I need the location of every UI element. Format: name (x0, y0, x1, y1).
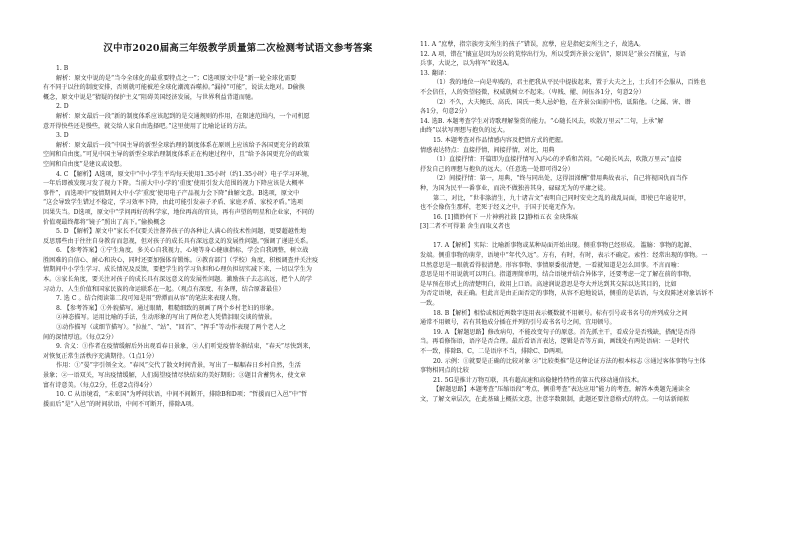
answer-line: 胜困难的自信心、耐心和决心，同时还要加强体育锻炼。②教育部门（学校）角度，积极调查并关注疫 (43, 256, 319, 264)
answer-line: ②神态描写。运用比喻的手法，生动形象的写出了两位老人凭借泪眼交谈的情景。 (56, 314, 277, 322)
answer-line: （2）不久，大夫鲍氏、高氏、国氏一类人忌妒他，在齐景公面前中伤，诋陷他。（之属、害、谮 (433, 98, 691, 106)
answer-line: “这会导致学生错过不稳定，学习效率下降，由此可能引发亲子矛盾、家庭矛盾、家校矛盾。”选项 (43, 199, 303, 207)
answer-line: 解析：原文最后一段“中国主导的新型全球治理的制度体系在原则上应该给予各国更充分的政策 (56, 141, 310, 149)
answer-line: 第二，对比，“世非涤清生，九十诸吉文”表明自己同时安史之乱的战乱局面，即使已年逾花甲， (433, 194, 690, 202)
answer-line: 抒发自己的理想与抱负的远大。（任意选一处即可得2分） (420, 165, 574, 173)
answer-line: 价值观最终都将“镜子”照出了高下。”偷换概念 (43, 218, 166, 226)
answer-line: 13. 翻译： (420, 69, 451, 77)
answer-line: 事件”，而选项中“疫情期间大中小学‘重度’使用电子产品视力会下降”曲解文意。B选项，原文中 (43, 189, 300, 197)
answer-line: 2. D (56, 103, 69, 111)
answer-line: （1）我的地位一向是卑贱的，君主把我从平民中提拔起来，置于大夫之上，士兵们不会服从，百姓也 (433, 79, 706, 87)
answer-line: 情感表达特点：直接抒情，间接抒情，对比，用典 (420, 146, 555, 154)
answer-line: 21. 5G是推计万物互联，具有超高速和高稳健性特性的第五代移动通信技术。 (433, 376, 644, 384)
answer-line: 情期间中小学生学习、成长情况及反馈，要把学生的学习负担和心理负担切实减下来，一切以学生为 (43, 266, 313, 274)
answer-line: 10. C 从语境看，“未亚国”为呼问状语，中间不间断开，排除B和D项；“哲援而已入邑”中“哲 (56, 391, 308, 399)
answer-line: 是早预在形式上的清楚明白，故用上口语。高速润说意思是夸大并达到其交际以达其目的，比如 (420, 280, 677, 288)
answer-line: 本。③家长角度，要关注对孩子的成长具有深远意义的发展性问题。激励孩子去志高远，把个人的学 (43, 276, 313, 284)
answer-line: 有不同于以往的制度安排，否则就可能被逆全球化潮流吞噬掉。”漏掉“可能”，说法太绝对。D偷换 (43, 84, 305, 92)
answer-line: 不会信任，人的资望轻微，权威就树立不起来。（卑贱、擢、间伍各1分，句意2分） (420, 88, 645, 96)
answer-line: 也不会像伤生那样，老死于经义之中，于国于民毫无作为。 (420, 204, 579, 212)
answer-line: 意开得快些还是慢些，就交给人家自由选择吧。”这里使用了比喻论证的方法。 (43, 122, 251, 130)
answer-line: 发端。侧重事物的萌芽，语境中“年代久远”。方有，有时，有时，表示不确定。索性：经常出现的事物。一 (420, 252, 708, 260)
answer-line: 9. 含义：①作者在疫情缓解后外出观看春日景象，②人们听觉疫情冬渐结束，“春天”尽快到来， (56, 343, 315, 351)
answer-line: 5. D 【解析】原文中“家长不仅要关注督养孩子的各种让人满心的技术性问题，更要超越性地 (56, 228, 307, 236)
answer-line: 习动力、人生价值和国家民族的命运联系在一起。（观点有深度、有条理，结合原著最佳） (43, 285, 285, 293)
answer-line: [3]二者不可得兼 舍生而取义者也 (420, 223, 511, 231)
answer-line: 因果失当。D选项，原文中“学问再好的科学家，地位再高的官员，再有声望的明星和企业家，不同的 (43, 208, 314, 216)
right-column-body (420, 40, 788, 405)
answer-line: 空间和自由度。”可见中国主导的新型全球治理制度体系正在构建过程中，且“给予各国更充分的政策 (43, 151, 310, 159)
answer-line: ③动作描写（或细节描写）。“拉扯”、“站”、“回首”、“挥手”等动作表现了两个老人之 (56, 324, 286, 332)
answer-line: 20. 示例：①就要是正确的比较对象 ②“比较类推”是这种论证方法的根本标志 ③通过客体事物与主体 (433, 357, 706, 365)
answer-line: 12. A 项，错在“攘宣是因为厉公的荒悖出行为，所以受到齐景公宠信”，原因是“景公召攘宣，与语 (420, 50, 686, 58)
answer-line: 景象；②一语双关，写出疫情缓解，人们渴望疫情尽快结束的美好期盼；③题目含蓄隽永，使文章 (43, 372, 306, 379)
left-column-body (43, 40, 411, 409)
answer-line: 为否定语境，表正确。但此言是由正面否定的事物，从容不迫地说话，侧重的是话语，与文段陈述对象话诉不 (420, 290, 714, 298)
answer-line: 各1分，句意2分） (420, 108, 471, 116)
answer-line: 18. B【解析】相恰或相近两数字连用表示概数就不用顿号。标有引号或书名号的并列成分之间 (433, 309, 688, 317)
right-column (420, 40, 788, 405)
answer-line: 一年后即被发现习发了视力下降。当前大中小学的‘重度’使用引发大范围的视力下降应该是大概率 (43, 180, 304, 188)
answer-line: 事物相同点的比较 (420, 367, 469, 375)
answer-line: 19. A 【解题思路】修改病句，不能改变句子的原意。首先抓主干，看成分是否残缺，搭配是否得 (433, 328, 696, 336)
answer-line: 8. 【参考答案】①外貌描写。通过眼睛，粗糙细致的刻画了两个乡村老妇的形象。 (56, 304, 278, 312)
answer-line: 援而后”是“入邑”的时间状语，中间不可断开，排除A项。 (43, 400, 198, 408)
answer-line (420, 232, 788, 242)
answer-line: 文，了解文章层次，在此基础上概括文意，注意字数限制，此题还要注意格式的特点。一句话新闻拟 (420, 395, 690, 403)
page-title: 汉中市2020届高三年级教学质量第二次检测考试语文参考答案 (103, 43, 373, 54)
answer-line: 不一致，排除B、C，二是语序不当，排除C、D两项。 (420, 348, 568, 355)
answer-line: 旦然意思是一眼就看得很清楚。形容事物、事情原委很清楚，一看就知道是怎么回事。不言而喻： (420, 261, 683, 269)
answer-line: 曲终”以状写理想与抱负的远大。 (420, 127, 509, 135)
answer-line: 一致。 (420, 300, 439, 308)
answer-line: （2）间接抒情：第一，用典，“终与同出处，这得泪涕酬”借用典故表示，自己将视国仇而当作 (433, 175, 688, 183)
answer-line: 3. D (56, 132, 69, 140)
answer-line: 概念，原文中说是“猜疑的保护主义”阻碍美国经济发展，与世界利益背道而驰。 (43, 93, 258, 101)
answer-line: 解析：原文最后一段“新的制度体系应该起到的是交通规则的作用，在限速范围内，一个司机愿 (56, 112, 310, 120)
answer-line: 16. [1]微眇何下 一片神鸦社鼓 [2]静梧五衣 金玦珠痕 (433, 213, 579, 221)
left-column (43, 40, 411, 409)
answer-line: 4. C 【解析】A选项，原文中“中小学生平均每天使用1.35小时（约1.35小时）电子学习环境， (56, 170, 314, 178)
answer-line: 【解题思路】本题考查“压缩语段”考点，侧重考查“表达应用”能力的考查，解答本类题先通读全 (433, 386, 691, 394)
answer-line: 富有诗意美。（每点2分，任意2点得4分） (43, 381, 156, 389)
answer-line: 15. 本题考查对作品情感内容及把情方式的把握。 (433, 136, 567, 144)
answer-line: 对恢复正常生活秩序充满期待。（1点1分） (43, 352, 158, 360)
answer-line: （1）直接抒情：开篇即为直接抒情写入内心的矛盾和苦闷。“心随长风去，吹散万里云”直接 (433, 156, 682, 164)
answer-line: 11. A “庶孽，指宗族旁支所生的孩子”错误，庶孽，应是指妃妾所生之子，故选A。 (420, 41, 645, 48)
answer-line: 反思那些由于往往自身教育而忽视，但对孩子的成长具有深远意义的发展性问题。”强调了递进关系。 (43, 237, 313, 245)
answer-line: 7. 选 C 。结合阅读第二段可知是用“碧潭而从容”的笔法来表现人物。 (56, 295, 244, 303)
answer-line: 间的深情厚谊。（每点2分） (43, 333, 118, 341)
answer-line: 当。再看修饰语，语序是否合理。最后看语言表达，逻辑是否等方面，画线处有两处语病：一是时代 (420, 338, 690, 346)
answer-line: 作用：①“晏”字引领全文。“春风”交代了散文时间背景，写出了一幅幅春日乡村自然，生活 (56, 362, 301, 370)
answer-line: 解析：原文中说的是“当今全球化的最重要特点之一”；C选项原文中是“新一轮全球化需要 (56, 74, 297, 82)
answer-line: 兵事，大说之，以为将军”故选A。 (420, 60, 514, 68)
answer-line: 17. A【解析】实际：比喻新事物或某种局面开始出现。侧重事物已经形成。 滥觞：事物的起源、 (433, 242, 696, 250)
answer-line: 1. B (56, 65, 69, 72)
answer-line: 空间和自由度”是建议或设想。 (43, 160, 126, 168)
answer-line: 14. 选B. 本题考查学生对诗歌理解鉴赏的能力。“心随长风去，吹散万里云”二句，上承“解 (420, 117, 664, 125)
answer-line: 意思是用不用说就可以明白。指道理简单明，结合语境并结合异体字，还要考虑一定了解在前的事物， (420, 271, 696, 279)
answer-line: 通常不用顿号，若有其他成分插在并列的引号或书名号之间，宜用顿号。 (420, 319, 616, 327)
answer-line: 6. 【参考答案】①宁生角度，多关心自我视力，心境等身心健康指标，学会自我调整，树立战 (56, 247, 309, 255)
answer-line: 种，为国为民平一番事业，而决不做独善其身，碌碌无为的平庸之徒。 (420, 184, 610, 192)
